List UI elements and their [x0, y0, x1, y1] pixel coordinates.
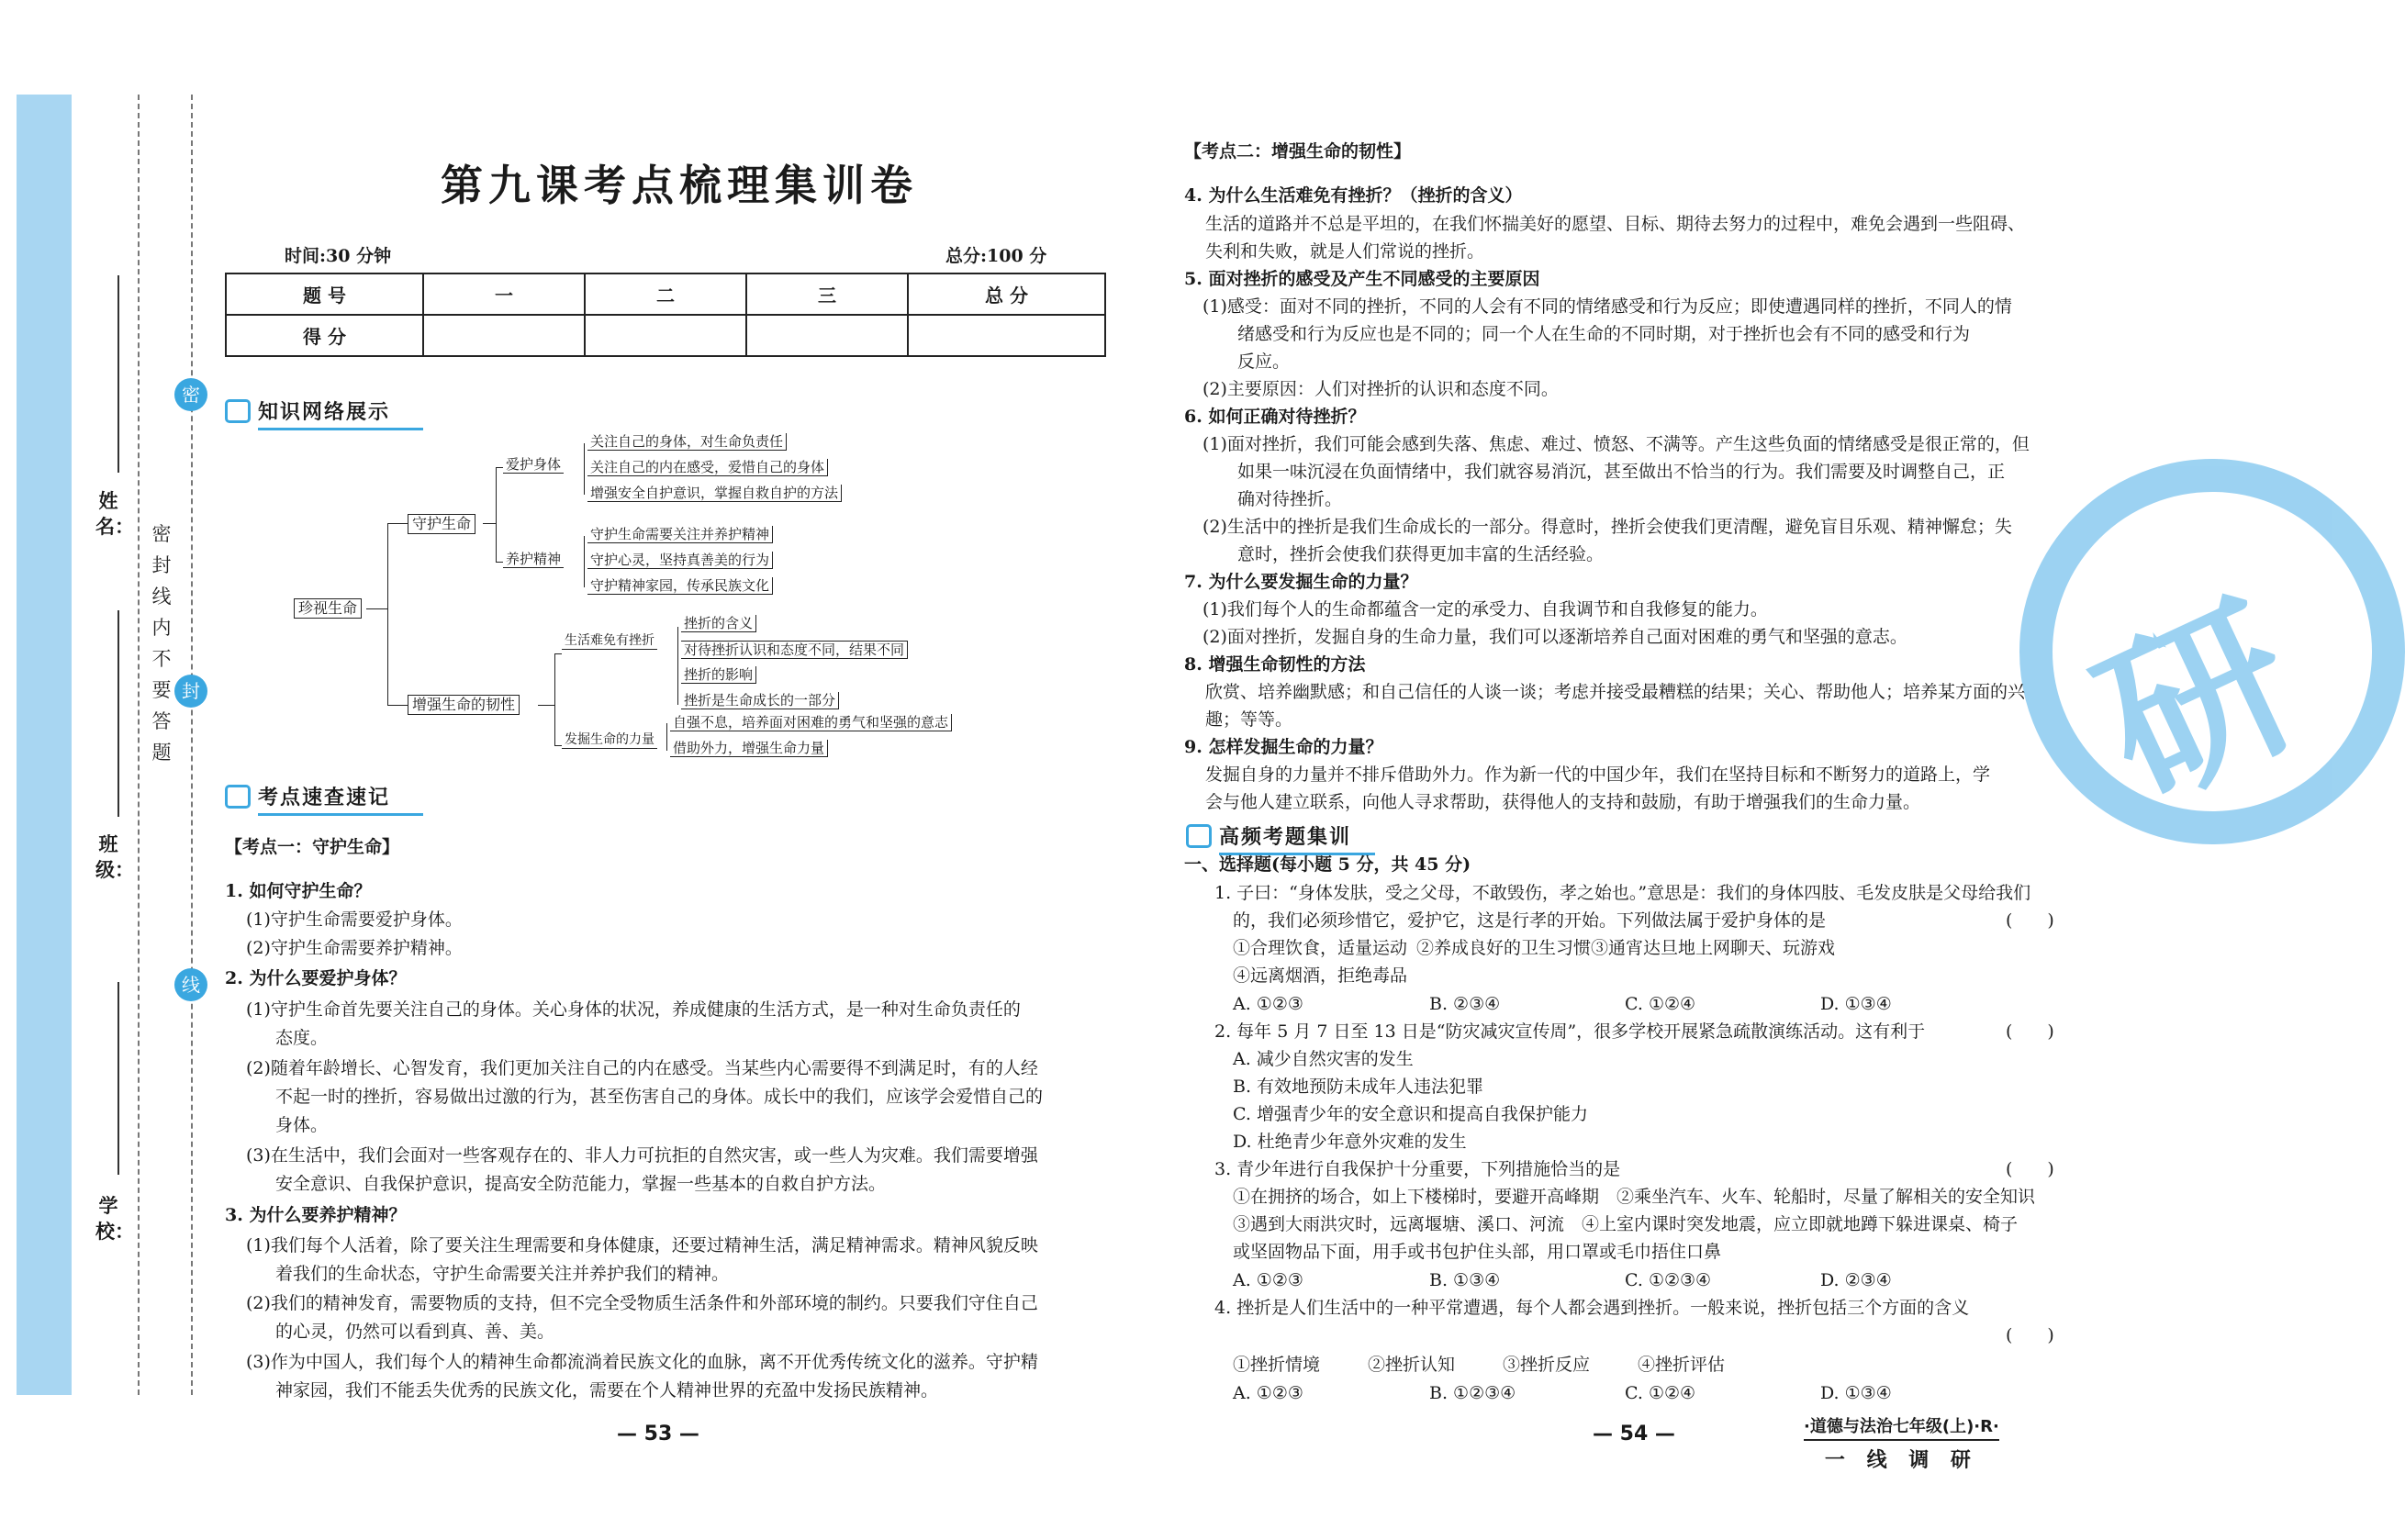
text-line: 生活的道路并不总是平坦的，在我们怀揣美好的愿望、目标、期待去努力的过程中，难免会遇到一些阻碍、	[1205, 214, 2026, 234]
option-item: ③通宵达旦地上网聊天、玩游戏	[1591, 938, 1836, 958]
question-text: 1. 子曰：“身体发肤，受之父母，不敢毁伤，孝之始也。”意思是：我们的身体四肢、毛发皮肤是父母给我们	[1214, 883, 2031, 903]
binding-dash-line	[138, 95, 140, 1395]
option-item: ②养成良好的卫生习惯	[1416, 938, 1592, 958]
text-line: 发掘自身的力量并不排斥借助外力。作为新一代的中国少年，我们在坚持目标和不断努力的道路上，学	[1205, 764, 1991, 785]
publisher-brand: 一 线 调 研	[1824, 1449, 1978, 1472]
choice-a[interactable]: A. 减少自然灾害的发生	[1233, 1049, 1414, 1069]
text-line: (2)生活中的挫折是我们生命成长的一部分。得意时，挫折会使我们更清醒，避免盲目乐观、精神懈怠；失	[1202, 517, 2012, 537]
section-training-heading: 高频考题集训	[1186, 821, 1351, 850]
binding-strip	[17, 95, 72, 1395]
text-line: 安全意识、自我保护意识，提高安全防范能力，掌握一些基本的自救自护方法。	[275, 1174, 887, 1194]
binding-dash-line	[191, 95, 193, 1395]
kp-heading: 【考点一：守护生命】	[225, 837, 400, 857]
choice-a[interactable]: A. ①②③	[1233, 1383, 1303, 1403]
choice-d[interactable]: D. ①③④	[1820, 1383, 1892, 1403]
question-heading: 1. 如何守护生命？	[225, 881, 372, 901]
score-table	[225, 273, 1106, 357]
option-item: ④远离烟酒，拒绝毒品	[1233, 965, 1408, 986]
text-line: 如果一味沉浸在负面情绪中，我们就容易消沉，甚至做出不恰当的行为。我们需要及时调整自己，正	[1237, 462, 2006, 482]
text-line: 会与他人建立联系，向他人寻求帮助，获得他人的支持和鼓励，有助于增强我们的生命力量。	[1205, 792, 1921, 812]
choice-a[interactable]: A. ①②③	[1233, 994, 1303, 1014]
choice-c[interactable]: C. ①②③④	[1625, 1270, 1712, 1290]
question-heading: 6. 如何正确对待挫折？	[1184, 407, 1366, 427]
section-review-heading: 考点速查速记	[225, 782, 390, 810]
mindmap-leaf: 挫折是生命成长的一部分	[681, 692, 839, 709]
watermark-text: 研	[2070, 568, 2328, 840]
question-heading: 9. 怎样发掘生命的力量？	[1184, 737, 1383, 757]
text-line: (3)作为中国人，我们每个人的精神生命都流淌着民族文化的血脉，离不开优秀传统文化的滋养。守护精	[246, 1352, 1038, 1372]
text-line: 失利和失败，就是人们常说的挫折。	[1205, 241, 1485, 262]
mindmap-leaf: 守护生命需要关注并养护精神	[587, 526, 773, 543]
text-line: 态度。	[275, 1028, 329, 1048]
page-title: 第九课考点梳理集训卷	[441, 161, 918, 210]
watermark-seal	[2019, 459, 2405, 844]
answer-blank[interactable]: ( )	[2006, 1325, 2054, 1345]
table-cell: 三	[746, 273, 908, 315]
text-line: 欣赏、培养幽默感；和自己信任的人谈一谈；考虑并接受最糟糕的结果；关心、帮助他人；培养某方面的兴	[1205, 682, 2026, 702]
score-input-cell[interactable]	[908, 315, 1105, 356]
mindmap-branch: 增强生命的韧性	[408, 695, 520, 715]
score-input-cell[interactable]	[746, 315, 908, 356]
text-line: (1)守护生命首先要关注自己的身体。关心身体的状况，养成健康的生活方式，是一种对生命负责任的	[246, 999, 1021, 1020]
text-line: 着我们的生命状态，守护生命需要关注并养护我们的精神。	[275, 1264, 730, 1284]
text-line: (2)随着年龄增长、心智发育，我们更加关注自己的内在感受。当某些内心需要得不到满足时，有的人经	[246, 1058, 1038, 1078]
option-item: ④挫折评估	[1638, 1355, 1726, 1375]
book-series: ·道德与法治七年级(上)·R·	[1804, 1413, 1999, 1441]
mindmap-node: 爱护身体	[503, 456, 564, 474]
question-text: 2. 每年 5 月 7 日至 13 日是“防灾减灾宣传周”，很多学校开展紧急疏散演练活动。这有利于	[1214, 1021, 1926, 1042]
mindmap-node: 发掘生命的力量	[562, 731, 657, 749]
question-heading: 4. 为什么生活难免有挫折？（挫折的含义）	[1184, 185, 1523, 206]
option-item: ③遇到大雨洪灾时，远离堰塘、溪口、河流 ④上室内课时突发地震，应立即就地蹲下躲进课桌、椅子	[1233, 1214, 2019, 1234]
text-line: (2)主要原因：人们对挫折的认识和态度不同。	[1202, 379, 1559, 399]
mindmap-leaf: 增强安全自护意识，掌握自救自护的方法	[587, 485, 842, 502]
text-line: 神家园，我们不能丢失优秀的民族文化，需要在个人精神世界的充盈中发扬民族精神。	[275, 1380, 939, 1401]
mindmap-leaf: 守护心灵，坚持真善美的行为	[587, 552, 773, 569]
choice-d[interactable]: D. ①③④	[1820, 994, 1892, 1014]
seal-mi-icon: 密	[174, 378, 207, 411]
choice-b[interactable]: B. ①③④	[1429, 1270, 1501, 1290]
choice-d[interactable]: D. ②③④	[1820, 1270, 1892, 1290]
page-number-left: — 53 —	[617, 1423, 699, 1445]
table-cell: 题 号	[226, 273, 423, 315]
score-input-cell[interactable]	[423, 315, 585, 356]
text-line: 意时，挫折会使我们获得更加丰富的生活经验。	[1237, 544, 1605, 564]
network-icon	[225, 399, 251, 423]
school-label: 学校：	[95, 1194, 134, 1243]
mindmap-leaf: 关注自己的内在感受，爱惜自己的身体	[587, 459, 828, 476]
name-field-line[interactable]	[117, 275, 119, 473]
score-input-cell[interactable]	[585, 315, 746, 356]
text-line: (1)我们每个人活着，除了要关注生理需要和身体健康，还要过精神生活，满足精神需求。精神风貌反映	[246, 1235, 1038, 1255]
question-heading: 3. 为什么要养护精神？	[225, 1205, 407, 1225]
mindmap-node: 生活难免有挫折	[562, 632, 657, 650]
text-line: 绪感受和行为反应也是不同的；同一个人在生命的不同时期，对于挫折也会有不同的感受和行为	[1237, 324, 1971, 344]
answer-blank[interactable]: ( )	[2006, 910, 2054, 931]
answer-blank[interactable]: ( )	[2006, 1021, 2054, 1042]
mindmap-leaf: 对待挫折认识和态度不同，结果不同	[681, 641, 908, 659]
mindmap-root: 珍视生命	[294, 598, 362, 619]
option-item: ①合理饮食，适量运动	[1233, 938, 1408, 958]
mindmap-leaf: 守护精神家园，传承民族文化	[587, 577, 773, 595]
book-title	[1804, 1413, 1999, 1473]
class-field-line[interactable]	[117, 610, 119, 817]
mindmap-leaf: 关注自己的身体，对生命负责任	[587, 433, 787, 451]
text-line: 趣；等等。	[1205, 709, 1293, 730]
table-cell: 二	[585, 273, 746, 315]
option-item: ①在拥挤的场合，如上下楼梯时，要避开高峰期 ②乘坐汽车、火车、轮船时，尽量了解相关的安全知识	[1233, 1187, 2036, 1207]
school-field-line[interactable]	[117, 982, 119, 1175]
mindmap-node: 养护精神	[503, 551, 564, 568]
choice-b[interactable]: B. 有效地预防未成年人违法犯罪	[1233, 1077, 1484, 1097]
text-line: (2)我们的精神发育，需要物质的支持，但不完全受物质生活条件和外部环境的制约。只要我们守住自己	[246, 1293, 1038, 1313]
option-item: 或坚固物品下面，用手或书包护住头部，用口罩或毛巾捂住口鼻	[1233, 1242, 1722, 1262]
choice-c[interactable]: C. ①②④	[1625, 1383, 1696, 1403]
text-line: (1)守护生命需要爱护身体。	[246, 909, 463, 930]
mindmap-leaf: 借助外力，增强生命力量	[670, 740, 828, 757]
question-heading: 5. 面对挫折的感受及产生不同感受的主要原因	[1184, 269, 1540, 289]
question-text: 3. 青少年进行自我保护十分重要，下列措施恰当的是	[1214, 1159, 1621, 1179]
option-item: ③挫折反应	[1503, 1355, 1591, 1375]
mindmap-branch: 守护生命	[408, 514, 475, 534]
page-number-right: — 54 —	[1593, 1423, 1675, 1445]
name-label: 姓名：	[95, 489, 134, 538]
table-cell: 得 分	[226, 315, 423, 356]
notebook-icon	[225, 785, 251, 809]
question-text: 4. 挫折是人们生活中的一种平常遭遇，每个人都会遇到挫折。一般来说，挫折包括三个方面的含义	[1214, 1298, 1970, 1318]
text-line: (3)在生活中，我们会面对一些客观存在的、非人力可抗拒的自然灾害，或一些人为灾难。我们需要增强	[246, 1145, 1038, 1166]
answer-blank[interactable]: ( )	[2006, 1159, 2054, 1179]
text-line: (2)守护生命需要养护精神。	[246, 938, 463, 958]
kp-heading: 【考点二：增强生命的韧性】	[1184, 141, 1412, 162]
text-line: 身体。	[275, 1115, 329, 1135]
choice-d[interactable]: D. 杜绝青少年意外灾难的发生	[1233, 1132, 1467, 1152]
binding-warning-text: 密 封 线 内 不 要 答 题	[151, 523, 172, 764]
seal-xian-icon: 线	[174, 968, 207, 1001]
choice-b[interactable]: B. ②③④	[1429, 994, 1501, 1014]
option-item: ②挫折认知	[1368, 1355, 1456, 1375]
question-heading: 2. 为什么要爱护身体？	[225, 968, 407, 988]
text-line: 的心灵，仍然可以看到真、善、美。	[275, 1322, 555, 1342]
table-row	[226, 315, 1105, 356]
question-heading: 7. 为什么要发掘生命的力量？	[1184, 572, 1418, 592]
text-line: (1)面对挫折，我们可能会感到失落、焦虑、难过、愤怒、不满等。产生这些负面的情绪感受是很正常的，但	[1202, 434, 2030, 454]
question-text: 的，我们必须珍惜它，爱护它，这是行孝的开始。下列做法属于爱护身体的是	[1233, 910, 1827, 931]
class-label: 班级：	[95, 832, 134, 881]
text-line: 不起一时的挫折，容易做出过激的行为，甚至伤害自己的身体。成长中的我们，应该学会爱惜自己的	[275, 1087, 1044, 1107]
choice-b[interactable]: B. ①②③④	[1429, 1383, 1516, 1403]
exam-time: 时间:30 分钟	[285, 246, 392, 266]
training-icon	[1186, 824, 1212, 848]
table-cell: 总 分	[908, 273, 1105, 315]
section-network-heading: 知识网络展示	[225, 396, 390, 425]
table-row	[226, 273, 1105, 315]
choice-a[interactable]: A. ①②③	[1233, 1270, 1303, 1290]
choice-c[interactable]: C. 增强青少年的安全意识和提高自我保护能力	[1233, 1104, 1588, 1124]
text-line: (2)面对挫折，发掘自身的生命力量，我们可以逐渐培养自己面对困难的勇气和坚强的意志。	[1202, 627, 1907, 647]
mc-heading: 一、选择题(每小题 5 分，共 45 分)	[1184, 854, 1471, 875]
exam-total: 总分:100 分	[945, 246, 1047, 266]
text-line: (1)感受：面对不同的挫折，不同的人会有不同的情绪感受和行为反应；即使遭遇同样的挫折，不同人的情	[1202, 296, 2012, 317]
text-line: (1)我们每个人的生命都蕴含一定的承受力、自我调节和自我修复的能力。	[1202, 599, 1768, 619]
mindmap-leaf: 自强不息，培养面对困难的勇气和坚强的意志	[670, 714, 952, 731]
table-cell: 一	[423, 273, 585, 315]
text-line: 确对待挫折。	[1237, 489, 1343, 509]
mindmap-leaf: 挫折的含义	[681, 615, 756, 632]
question-heading: 8. 增强生命韧性的方法	[1184, 654, 1366, 675]
text-line: 反应。	[1237, 352, 1291, 372]
seal-feng-icon: 封	[174, 675, 207, 708]
option-item: ①挫折情境	[1233, 1355, 1321, 1375]
choice-c[interactable]: C. ①②④	[1625, 994, 1696, 1014]
mindmap-leaf: 挫折的影响	[681, 666, 756, 684]
